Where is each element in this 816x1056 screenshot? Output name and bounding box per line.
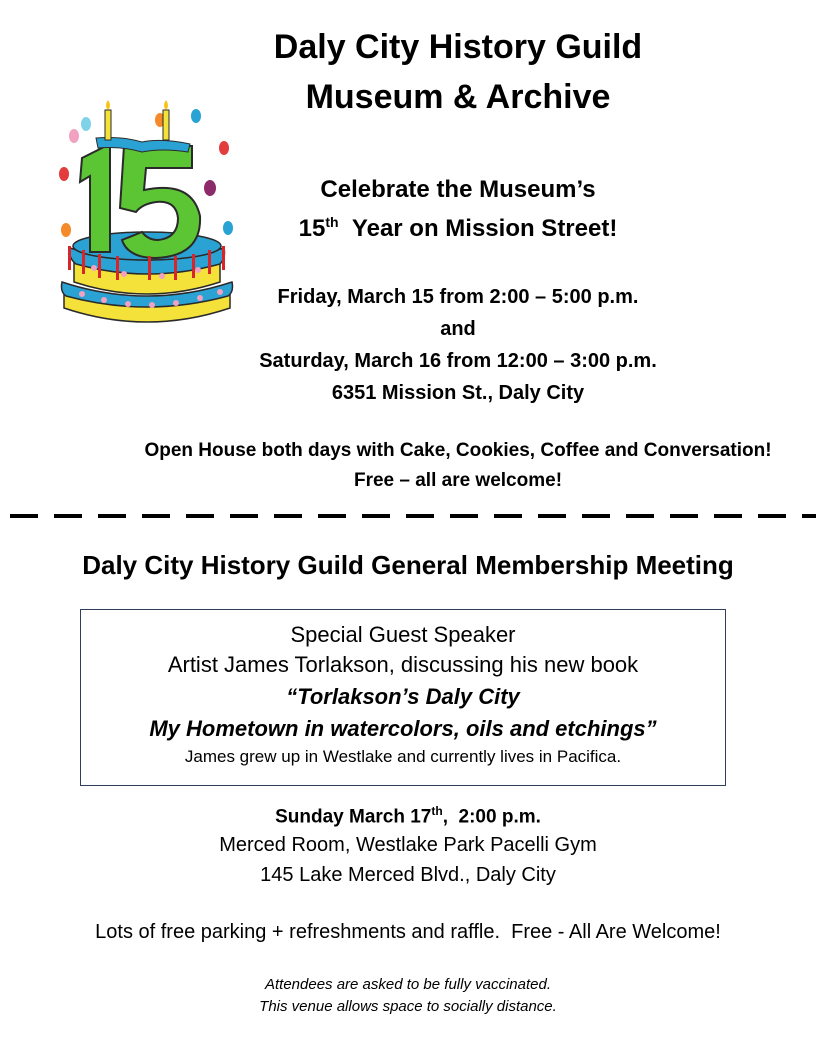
page-title: Daly City History Guild — [273, 28, 643, 66]
schedule-and: and — [440, 318, 476, 340]
meeting-time: , 2:00 p.m. — [442, 806, 541, 828]
meeting-address: 145 Lake Merced Blvd., Daly City — [260, 864, 556, 886]
celebration-line2 — [0, 214, 816, 243]
open-house-text: Open House both days with Cake, Cookies, Coffee and Conversation! — [144, 440, 772, 461]
celebration-line1: Celebrate the Museum’s — [320, 176, 596, 203]
meeting-date — [0, 804, 816, 828]
meeting-date-prefix: Sunday March 17 — [275, 806, 432, 828]
speaker-artist: Artist James Torlakson, discussing his new book — [167, 652, 639, 677]
meeting-date-suffix: th — [431, 804, 443, 818]
dashed-divider — [10, 514, 816, 518]
celebration-suffix: th — [325, 214, 339, 230]
celebration-number: 15 — [298, 215, 326, 242]
schedule-friday: Friday, March 15 from 2:00 – 5:00 p.m. — [277, 286, 639, 308]
page-subtitle: Museum & Archive — [305, 78, 611, 116]
schedule-saturday: Saturday, March 16 from 12:00 – 3:00 p.m. — [259, 350, 657, 372]
speaker-label: Special Guest Speaker — [290, 622, 516, 647]
book-title-line1: “Torlakson’s Daly City — [286, 684, 520, 709]
meeting-title: Daly City History Guild General Membership Meeting — [82, 550, 734, 580]
schedule-address: 6351 Mission St., Daly City — [331, 382, 585, 404]
distancing-note: This venue allows space to socially distance. — [259, 998, 557, 1015]
speaker-bio: James grew up in Westlake and currently lives in Pacifica. — [184, 747, 622, 766]
speaker-box — [80, 609, 726, 786]
celebration-rest: Year on Mission Street! — [351, 215, 618, 242]
book-title-line2: My Hometown in watercolors, oils and etchings” — [149, 716, 657, 741]
open-house-free: Free – all are welcome! — [353, 470, 563, 491]
parking-text: Lots of free parking + refreshments and raffle. Free - All Are Welcome! — [95, 921, 721, 943]
meeting-room: Merced Room, Westlake Park Pacelli Gym — [219, 834, 597, 856]
vaccination-note: Attendees are asked to be fully vaccinated. — [264, 976, 551, 993]
